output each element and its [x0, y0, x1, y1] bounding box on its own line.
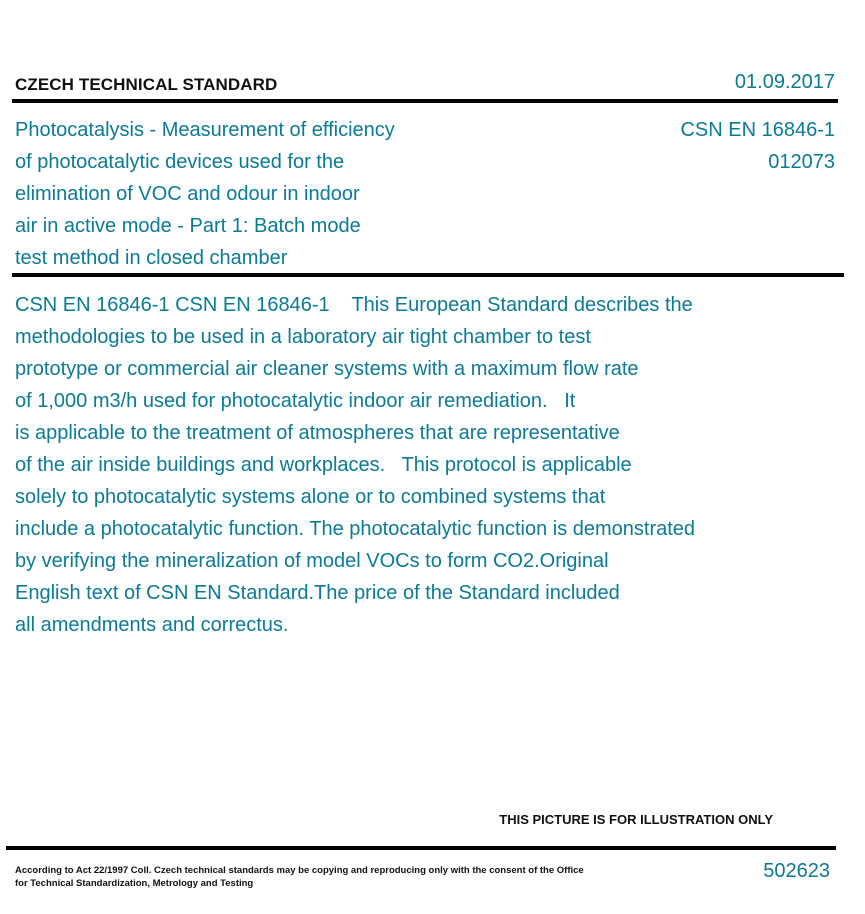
abstract-line: English text of CSN EN Standard.The price of the Standard included — [15, 582, 620, 604]
abstract-line: solely to photocatalytic systems alone or to combined systems that — [15, 486, 606, 508]
abstract-line: all amendments and correctus. — [15, 614, 289, 636]
abstract-line: is applicable to the treatment of atmospheres that are representative — [15, 422, 620, 444]
standard-number: 012073 — [768, 151, 835, 173]
abstract-line: of the air inside buildings and workplaces. This protocol is applicable — [15, 454, 632, 476]
standard-title — [15, 114, 455, 274]
legal-notice — [15, 864, 584, 890]
footer-divider — [6, 846, 836, 850]
legal-line: According to Act 22/1997 Coll. Czech technical standards may be copying and reproducing only with the consent of the Office — [15, 865, 584, 876]
abstract-text — [15, 289, 775, 641]
abstract-line: by verifying the mineralization of model VOCs to form CO2.Original — [15, 550, 609, 572]
title-line: elimination of VOC and odour in indoor — [15, 183, 360, 205]
standard-code: CSN EN 16846-1 — [680, 119, 835, 141]
abstract-line: methodologies to be used in a laboratory air tight chamber to test — [15, 326, 591, 348]
legal-line: for Technical Standardization, Metrology and Testing — [15, 878, 254, 889]
publication-date: 01.09.2017 — [734, 71, 835, 93]
header-divider — [12, 99, 838, 103]
title-divider — [12, 273, 844, 277]
standard-type-label: CZECH TECHNICAL STANDARD — [15, 75, 278, 94]
abstract-line: CSN EN 16846-1 CSN EN 16846-1 This European Standard describes the — [15, 294, 693, 316]
abstract-line: of 1,000 m3/h used for photocatalytic indoor air remediation. It — [15, 390, 576, 412]
illustration-note: THIS PICTURE IS FOR ILLUSTRATION ONLY — [499, 812, 773, 827]
abstract-line: include a photocatalytic function. The photocatalytic function is demonstrated — [15, 518, 696, 540]
title-line: test method in closed chamber — [15, 247, 288, 269]
title-line: Photocatalysis - Measurement of efficiency — [15, 119, 395, 141]
catalog-number: 502623 — [763, 860, 830, 882]
title-line: air in active mode - Part 1: Batch mode — [15, 215, 361, 237]
title-line: of photocatalytic devices used for the — [15, 151, 345, 173]
standard-identifiers — [680, 114, 835, 178]
abstract-line: prototype or commercial air cleaner systems with a maximum flow rate — [15, 358, 639, 380]
